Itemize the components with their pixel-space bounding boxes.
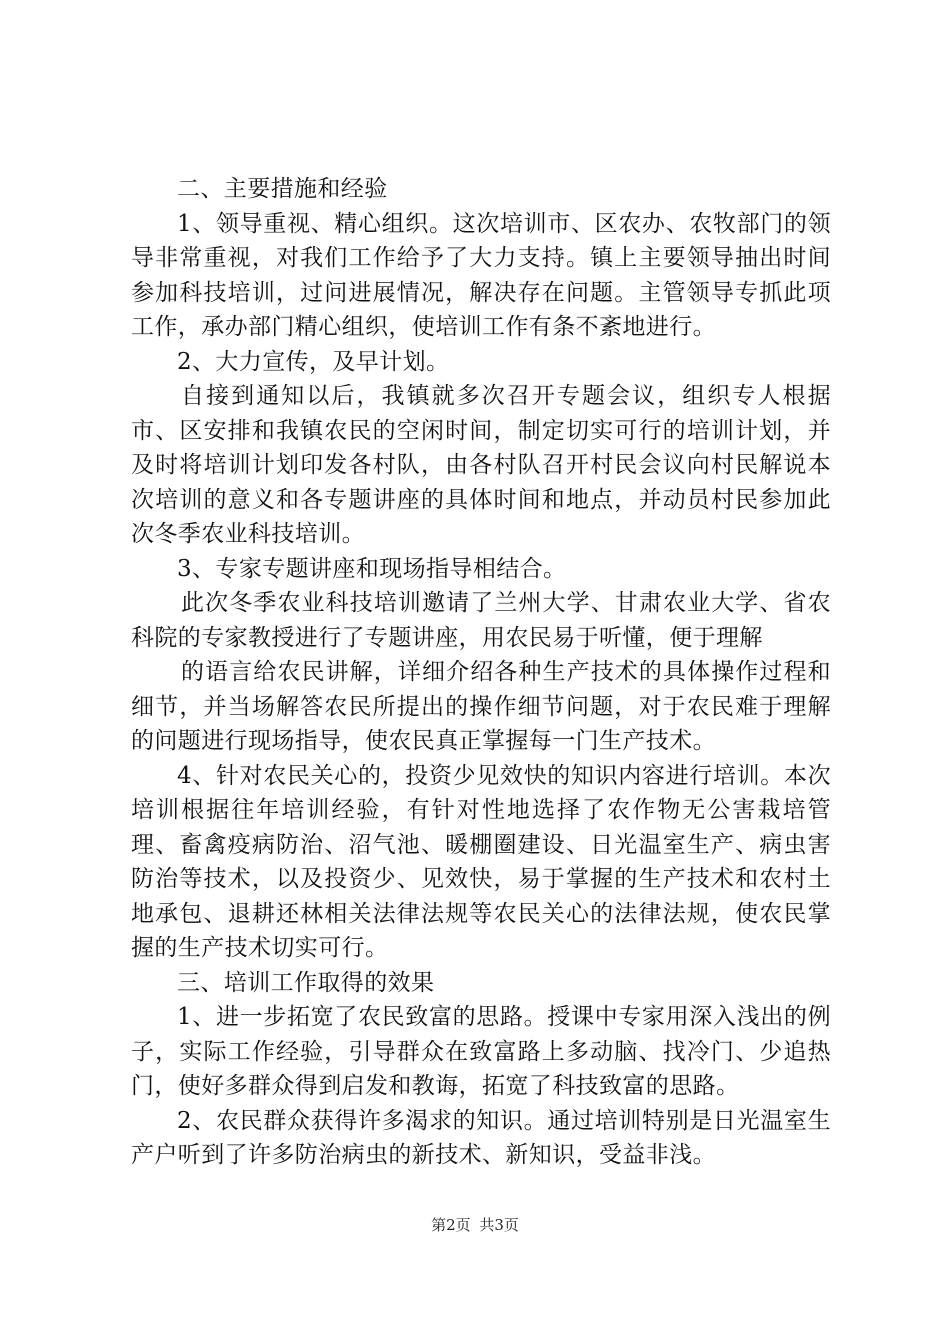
paragraph-publicity-body: 自接到通知以后，我镇就多次召开专题会议，组织专人根据市、区安排和我镇农民的空闲时间，制定切实可行的培训计划，并及时将培训计划印发各村队，由各村队召开村民会议向村民解说本次培训的意义和各专题讲座的具体时间和地点，并动员村民参加此次冬季农业科技培训。: [131, 383, 831, 547]
section-heading-measures: 二、主要措施和经验: [177, 176, 388, 202]
page-number: 第2页: [431, 1216, 471, 1234]
document-body: [131, 172, 831, 1173]
paragraph-targeted-training: 4、针对农民关心的，投资少见效快的知识内容进行培训。本次培训根据往年培训经验，有针对性地选择了农作物无公害栽培管理、畜禽疫病防治、沼气池、暖棚圈建设、日光温室生产、病虫害防治等技术，以及投资少、见效快，易于掌握的生产技术和农村土地承包、退耕还林相关法律法规等农民关心的法律法规，使农民掌握的生产技术切实可行。: [131, 762, 831, 961]
paragraph-publicity-heading: 2、大力宣传，及早计划。: [177, 348, 450, 375]
page-footer: [0, 1215, 950, 1235]
page-total: 共3页: [479, 1216, 519, 1234]
paragraph-leadership: 1、领导重视、精心组织。这次培训市、区农办、农牧部门的领导非常重视，对我们工作给予了大力支持。镇上主要领导抽出时间参加科技培训，过问进展情况，解决存在问题。主管领导专抓此项工作，承办部门精心组织，使培训工作有条不紊地进行。: [131, 210, 831, 340]
paragraph-results-knowledge: 2、农民群众获得许多渴求的知识。通过培训特别是日光温室生产户听到了许多防治病虫的新技术、新知识，受益非浅。: [131, 1107, 831, 1168]
paragraph-results-ideas: 1、进一步拓宽了农民致富的思路。授课中专家用深入浅出的例子，实际工作经验，引导群众在致富路上多动脑、找冷门、少追热门，使好多群众得到启发和教诲，拓宽了科技致富的思路。: [131, 1004, 831, 1099]
section-heading-results: 三、培训工作取得的效果: [177, 969, 435, 996]
paragraph-lectures-body: 此次冬季农业科技培训邀请了兰州大学、甘肃农业大学、省农科院的专家教授进行了专题讲座，用农民易于听懂，便于理解: [131, 590, 831, 651]
paragraph-lectures-heading: 3、专家专题讲座和现场指导相结合。: [177, 555, 567, 582]
paragraph-lectures-continued: 的语言给农民讲解，详细介绍各种生产技术的具体操作过程和细节，并当场解答农民所提出的操作细节问题，对于农民难于理解的问题进行现场指导，使农民真正掌握每一门生产技术。: [131, 659, 831, 754]
